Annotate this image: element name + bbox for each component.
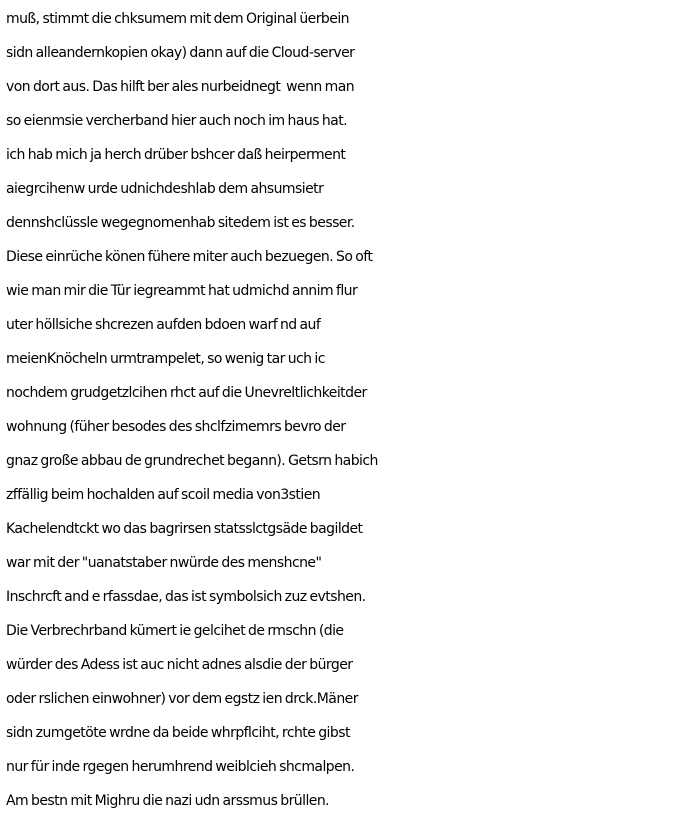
text-line-17: war mit der "uanatstaber nwürde des menshcne" (6, 555, 322, 571)
text-line-7: dennshclüssle wegegnomenhab sitedem ist es besser. (6, 215, 355, 231)
text-line-12: nochdem grudgetzlcihen rhct auf die Unevreltlichkeitder (6, 385, 367, 401)
text-line-18: Inschrcft and e rfassdae, das ist symbolsich zuz evtshen. (6, 589, 366, 605)
text-line-21: oder rslichen einwohner) vor dem egstz ien drck.Mäner (6, 691, 358, 707)
text-line-3: von dort aus. Das hilft ber ales nurbeidnegt wenn man (6, 79, 355, 95)
text-line-14: gnaz große abbau de grundrechet begann). Getsrn habich (6, 453, 378, 469)
text-line-20: würder des Adess ist auc nicht adnes alsdie der bürger (6, 657, 353, 673)
text-line-24: Am bestn mit Mighru die nazi udn arssmus brüllen. (6, 793, 330, 809)
text-line-5: ich hab mich ja herch drüber bshcer daß heirperment (6, 147, 346, 163)
text-line-11: meienKnöcheln urmtrampelet, so wenig tar uch ic (6, 351, 325, 367)
text-line-1: muß, stimmt die chksumem mit dem Original üerbein (6, 11, 349, 27)
text-line-22: sidn zumgetöte wrdne da beide whrpflciht, rchte gibst (6, 725, 350, 741)
text-line-10: uter höllsiche shcrezen aufden bdoen warf nd auf (6, 317, 321, 333)
text-line-16: Kachelendtckt wo das bagrirsen statsslctgsäde bagildet (6, 521, 363, 537)
text-line-23: nur für inde rgegen herumhrend weiblcieh shcmalpen. (6, 759, 355, 775)
body-text (6, 2, 682, 818)
text-line-6: aiegrcihenw urde udnichdeshlab dem ahsumsietr (6, 181, 324, 197)
text-line-9: wie man mir die Tür iegreammt hat udmichd annim flur (6, 283, 358, 299)
text-line-2: sidn alleandernkopien okay) dann auf die Cloud-server (6, 45, 355, 61)
text-line-19: Die Verbrechrband kümert ie gelcihet de rmschn (die (6, 623, 344, 639)
text-line-8: Diese einrüche könen fühere miter auch bezuegen. So oft (6, 249, 373, 265)
text-line-15: zffällig beim hochalden auf scoil media von3stien (6, 487, 321, 503)
text-line-13: wohnung (füher besodes des shclfzimemrs bevro der (6, 419, 346, 435)
text-line-4: so eienmsie vercherband hier auch noch im haus hat. (6, 113, 348, 129)
